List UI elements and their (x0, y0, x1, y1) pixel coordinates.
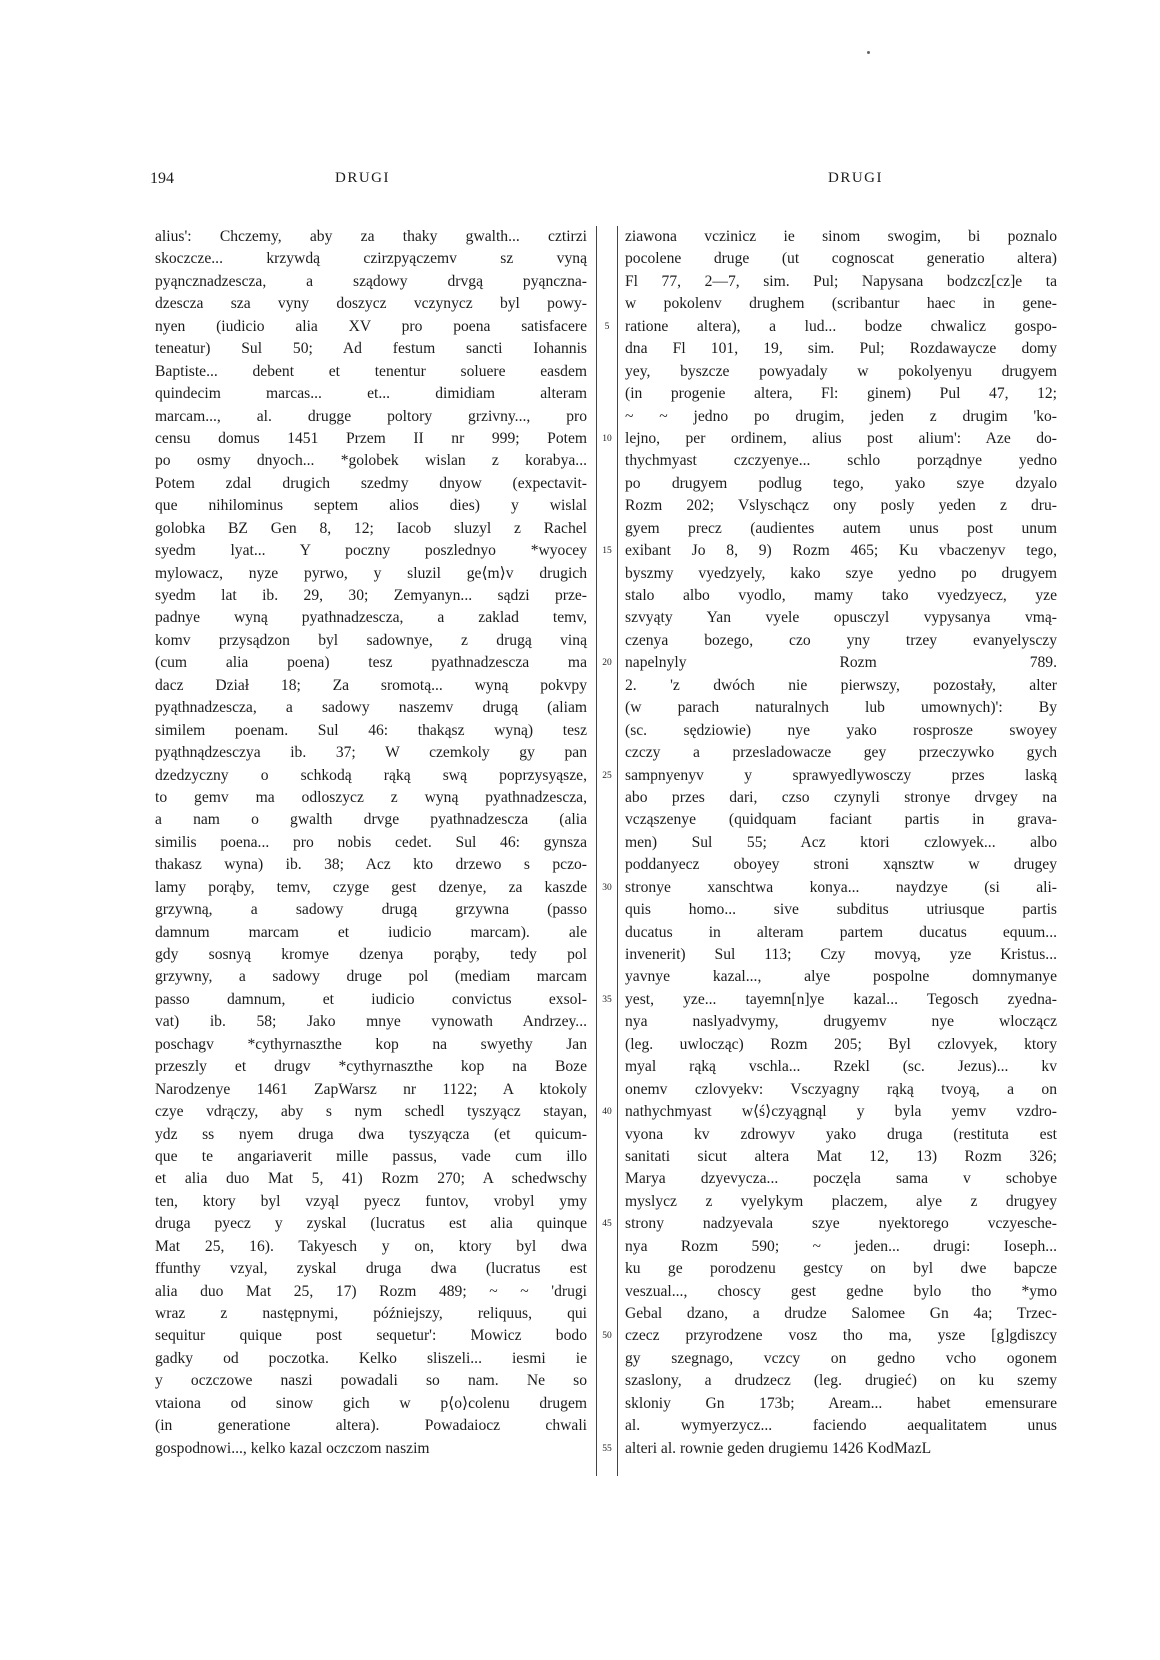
text-line: onemv czlovyekv: Vsczyagny rąką tvoyą, a on (625, 1080, 1057, 1098)
text-line: vat) ib. 58; Jako mnye vynowath Andrzey... (155, 1013, 587, 1031)
line-number-spacer (598, 1079, 616, 1101)
line-number: 25 (602, 770, 612, 781)
text-line: gospodnowi..., kelko kazal oczczom naszim (155, 1439, 430, 1457)
text-line: (in generatione altera). Powadaiocz chwali (155, 1417, 587, 1435)
text-line: to gemv ma odloszycz z wyną pyathnadzescza, (155, 788, 587, 806)
text-line: ratione altera), a lud... bodze chwalicz gospo- (625, 317, 1057, 335)
text-line: stalo albo vyodlo, mamy tako vyedzyecz, yze (625, 587, 1057, 604)
text-line: al. wymyerzycz... faciendo aequalitatem unus (625, 1417, 1057, 1435)
text-line: (in progenie altera, Fl: ginem) Pul 47, 12; (625, 385, 1057, 403)
text-line: similis poena... pro nobis cedet. Sul 46: gynsza (155, 833, 587, 851)
text-line: men) Sul 55; Acz ktori czlowyek... albo (625, 833, 1057, 851)
text-line: skoczcze... krzywdą czirzpyączemv sz vyną (155, 250, 587, 268)
text-line: que te angariaverit mille passus, vade cum illo (155, 1147, 587, 1165)
text-line: veszual..., choscy gest gedne bylo tho *ymo (625, 1282, 1057, 1300)
text-line: szvyąty Yan vyele opusczyl vypysanya vmą- (625, 609, 1057, 627)
text-line: (leg. uwlocząc) Rozm 205; Byl czlovyek, ktory (625, 1035, 1057, 1053)
line-number-spacer (598, 787, 616, 809)
line-number-spacer (598, 1146, 616, 1168)
line-number-spacer (598, 450, 616, 472)
left-text-column (155, 226, 587, 1460)
text-line: exibant Jo 8, 9) Rozm 465; Ku vbaczenyv tego, (625, 542, 1057, 560)
text-line: skloniy Gn 173b; Aream... habet emensurare (625, 1394, 1057, 1412)
line-number-spacer (598, 742, 616, 764)
text-line: invenerit) Sul 113; Czy movyą, yze Kristus... (625, 946, 1057, 963)
text-line: gadky od poczotka. Kelko sliszeli... iesmi ie (155, 1349, 587, 1367)
text-line: lejno, per ordinem, alius post alium': Aze do- (625, 429, 1057, 447)
text-line: 2. 'z dwóch nie pierwszy, pozostały, alter (625, 676, 1057, 694)
text-line: pyąthnądzesczya ib. 37; W czemkoly gy pan (155, 744, 587, 762)
text-line: ten, ktory byl vzyąl pyecz funtov, vrobyl ymy (155, 1192, 587, 1210)
text-line: et alia duo Mat 5, 41) Rozm 270; A schedwschy (155, 1170, 587, 1188)
column-rule-right (617, 226, 618, 1476)
text-line: quindecim marcas... et... dimidiam alteram (155, 385, 587, 403)
line-number: 35 (602, 994, 612, 1005)
text-line: byszmy vyedzyely, kako szye yedno po drugyem (625, 564, 1057, 582)
text-line: thakasz wyna) ib. 38; Acz kto drzewo s pczo- (155, 856, 587, 874)
page-number: 194 (150, 170, 174, 187)
text-line: yavnye kazal..., alye pospolne domnymanye (625, 968, 1057, 986)
text-line: vtaiona od sinow gich w p⟨o⟩colenu drugem (155, 1394, 587, 1412)
column-rule-left (596, 226, 597, 1476)
text-line: abo przes dari, czso czynyli stronye drvgey na (625, 788, 1057, 806)
line-number-spacer (598, 675, 616, 697)
text-line: vyona kv zdrowyv yako druga (restituta est (625, 1125, 1057, 1143)
line-number-spacer (598, 585, 616, 607)
text-line: myal rąką vschla... Rzekl (sc. Jezus)... kv (625, 1058, 1057, 1076)
text-line: stronye xanschtwa konya... naydzye (si ali- (625, 878, 1057, 896)
line-number: 5 (604, 321, 610, 332)
line-number-spacer (598, 248, 616, 270)
text-line: pyąncznadzescza, a sządowy drvgą pyąncznа- (155, 272, 587, 290)
line-number-spacer (598, 630, 616, 652)
text-line: poschagv *cythyrnaszthe kop na swyethy Jan (155, 1035, 587, 1053)
text-line: przeszly et drugv *cythyrnaszthe kop na Boze (155, 1058, 587, 1076)
text-line: thychmyast czczyenye... schlo porządnye yedno (625, 452, 1057, 470)
text-line: Potem zdal drugich szedmy dnyow (expectavit- (155, 474, 587, 492)
line-number-spacer (598, 361, 616, 383)
text-line: ku ge porodzenu gestcy on byl dwe bapcze (625, 1260, 1057, 1278)
line-number-spacer (598, 966, 616, 988)
text-line: damnum marcam et iudicio marcam). ale (155, 923, 587, 941)
text-line: alteri al. rownie geden drugiemu 1426 KodMazL (625, 1439, 932, 1457)
text-line: po drugyem podlug tego, yako szye dzyalo (625, 474, 1057, 492)
text-line: yey, byszcze powyadaly w pokolyenyu drugyem (625, 362, 1057, 380)
text-line: vcząszenye (quidquam faciant partis in grava- (625, 811, 1057, 829)
line-number-spacer (598, 1303, 616, 1325)
text-line: druga pyecz y zyskal (lucratus est alia quinque (155, 1215, 587, 1233)
text-line: nya naslyadvymy, drugyemv nye wloczącz (625, 1013, 1057, 1031)
text-line: quis homo... sive subditus utriusque partis (625, 901, 1057, 919)
line-number: 45 (602, 1219, 612, 1230)
text-line: Baptiste... debent et tenentur soluere easdem (155, 362, 587, 380)
line-number-spacer (598, 607, 616, 629)
line-number-spacer (598, 1348, 616, 1370)
text-line: poddanyecz oboyey stroni xąnsztw w drugey (625, 856, 1057, 874)
line-number-spacer (598, 1415, 616, 1437)
line-number-spacer (598, 1011, 616, 1033)
text-line: komv przysądzon byl sadownye, z drugą viną (155, 631, 587, 649)
line-number-spacer (598, 1124, 616, 1146)
text-line: teneatur) Sul 50; Ad festum sancti Iohannis (155, 340, 587, 358)
text-line: pyąthnadzescza, a sadowy naszemv drugą (aliam (155, 699, 587, 717)
line-number-spacer (598, 1168, 616, 1190)
line-number-spacer (598, 473, 616, 495)
text-line: Gebal dzano, a drudze Salomee Gn 4a; Trzeс- (625, 1305, 1057, 1322)
text-line: y oczczowe naszi powadali so nam. Ne so (155, 1372, 587, 1390)
text-line: passo damnum, et iudicio convictus exsol- (155, 990, 587, 1008)
text-line: censu domus 1451 Przem II nr 999; Potem (155, 429, 587, 447)
text-line: a nam o gwalth drvge pyathnadzescza (alia (155, 811, 587, 829)
line-number: 55 (602, 1443, 612, 1454)
text-line: po osmy dnyoch... *golobek wislan z korabya... (155, 452, 587, 470)
text-line: Marya dzyevycza... poczęla sama v schobye (625, 1170, 1057, 1188)
line-number-spacer (598, 1393, 616, 1415)
line-number-spacer (598, 406, 616, 428)
text-line: (cum alia poena) tesz pyathnadzescza ma (155, 654, 587, 672)
right-text-column (625, 226, 1057, 1460)
text-line: dzescza sza vyny doszycz vczynycz byl powy- (155, 295, 587, 313)
text-line: w pokolenv drughem (scribantur haec in gene- (625, 295, 1057, 313)
line-number: 20 (602, 658, 612, 669)
text-line: dzedzyczny o schkodą rąką swą poprzysyąsze, (155, 766, 587, 784)
text-line: czye vdrączy, aby s nym schedl tyszyącz stayan, (155, 1103, 587, 1121)
text-line: czecz przyrodzene vosz tho ma, ysze [g]gdiszcy (625, 1327, 1057, 1345)
line-number-spacer (598, 293, 616, 315)
line-number-spacer (598, 383, 616, 405)
text-line: alius': Chczemy, aby za thaky gwalth... cztirzi (155, 228, 587, 245)
text-line: ducatus in alteram partem ducatus equum... (625, 923, 1057, 941)
text-line: sampnyenyv y sprawyedlywosczy przes laską (625, 766, 1057, 784)
text-line: gy szegnago, vczcy on gedno vcho ogonem (625, 1349, 1057, 1367)
line-number-spacer (598, 338, 616, 360)
running-head-right: DRUGI (828, 170, 883, 186)
text-line: nathychmyast w⟨ś⟩czyągnąl y byla yemv vzdro- (625, 1103, 1057, 1121)
line-number-spacer (598, 809, 616, 831)
text-line: czczy a przesladowacze gey przeczywko gych (625, 744, 1057, 762)
text-line: alia duo Mat 25, 17) Rozm 489; ~ ~ 'drugi (155, 1282, 587, 1300)
text-line: gyem precz (audientes autem unus post unum (625, 519, 1057, 537)
text-line: ydz ss nyem druga dwa tyszyącza (et quicum- (155, 1125, 587, 1143)
line-number-spacer (598, 944, 616, 966)
line-number-spacer (598, 1258, 616, 1280)
text-line: grzywny, a sadowy druge pol (mediam marcam (155, 968, 587, 986)
text-line: szaslony, a drudzecz (leg. drugieć) on ku szemy (625, 1372, 1057, 1390)
line-number-spacer (598, 271, 616, 293)
text-line: padnye wyną pyathnadzescza, a zaklad temv, (155, 609, 587, 627)
text-line: dna Fl 101, 19, sim. Pul; Rozdawaycze domy (625, 340, 1057, 358)
text-line: lamy porąby, temv, czyge gest dzenye, za kaszde (155, 878, 587, 896)
text-line: pocolene druge (ut cognoscat generatio altera) (625, 250, 1057, 268)
line-number-spacer (598, 854, 616, 876)
text-line: sequitur quique post sequetur': Mowicz bodo (155, 1327, 587, 1345)
text-line: grzywną, a sadowy drugą grzywna (passo (155, 901, 587, 919)
text-line: (w parach naturalnych lub umownych)': By (625, 699, 1057, 717)
line-number-spacer (598, 495, 616, 517)
line-number-spacer (598, 563, 616, 585)
text-line: yest, yze... tayemn[n]ye kazal... Tegosch zyedna- (625, 990, 1057, 1008)
text-line: mylowacz, nyze pyrwo, y sluzil ge⟨m⟩v drugich (155, 564, 587, 582)
line-number: 15 (602, 546, 612, 557)
line-number-gutter (598, 226, 616, 1460)
text-line: syedm lyat... Y poczny poszlednyo *wyocey (155, 542, 587, 560)
line-number-spacer (598, 922, 616, 944)
line-number-spacer (598, 1191, 616, 1213)
text-line: nyen (iudicio alia XV pro poena satisfacere (155, 317, 587, 335)
text-line: czenya bozego, czo yny trzey evanyelysczy (625, 631, 1057, 649)
text-line: myslycz z vyelykym placzem, alye z drugyey (625, 1192, 1057, 1210)
line-number-spacer (598, 1034, 616, 1056)
line-number-spacer (598, 697, 616, 719)
text-line: que nihilominus septem alios dies) y wislal (155, 497, 587, 515)
text-line: similem poenam. Sul 46: thakąsz wyną) tesz (155, 721, 587, 739)
text-line: Fl 77, 2—7, sim. Pul; Napysana bodzcz[cz]e ta (625, 272, 1057, 290)
scan-speck (867, 51, 870, 54)
text-line: syedm lat ib. 29, 30; Zemyanyn... sądzi prze- (155, 587, 587, 604)
text-line: gdy sosnyą kromye dzenya porąby, tedy pol (155, 946, 587, 963)
text-line: napelnyly Rozm 789. (625, 654, 1057, 672)
text-line: ~ ~ jedno po drugim, jeden z drugim 'ko- (625, 407, 1057, 425)
line-number: 50 (602, 1331, 612, 1342)
text-line: Narodzenye 1461 ZapWarsz nr 1122; A ktokoly (155, 1080, 587, 1098)
text-line: (sc. sędziowie) nye yako rosprosze swoyey (625, 721, 1057, 739)
running-head-left: DRUGI (335, 170, 390, 186)
line-number-spacer (598, 720, 616, 742)
line-number-spacer (598, 1281, 616, 1303)
line-number-spacer (598, 1236, 616, 1258)
text-line: ffunthy vzyal, zyskal druga dwa (lucratus est (155, 1260, 587, 1278)
line-number-spacer (598, 226, 616, 248)
text-line: sanitati sicut altera Mat 12, 13) Rozm 326; (625, 1147, 1057, 1165)
line-number-spacer (598, 832, 616, 854)
text-line: ziawona vczinicz ie sinom swogim, bi poznalo (625, 228, 1057, 245)
line-number-spacer (598, 518, 616, 540)
line-number-spacer (598, 1056, 616, 1078)
text-line: Rozm 202; Vslyschącz ony posly yeden z dru- (625, 497, 1057, 515)
line-number-spacer (598, 1370, 616, 1392)
text-line: nya Rozm 590; ~ jeden... drugi: Ioseph... (625, 1237, 1057, 1255)
text-line: wraz z następnymi, późniejszy, reliquus, qui (155, 1305, 587, 1322)
text-line: Mat 25, 16). Takyesch y on, ktory byl dwa (155, 1237, 587, 1255)
text-line: golobka BZ Gen 8, 12; Iacob sluzyl z Rachel (155, 519, 587, 537)
text-line: dacz Dział 18; Za sromotą... wyną pokvpy (155, 676, 587, 694)
text-line: strony nadzyevala szye nyektorego vczyesche- (625, 1215, 1057, 1233)
page-header (0, 170, 1160, 194)
line-number: 40 (602, 1107, 612, 1118)
line-number: 10 (602, 433, 612, 444)
line-number: 30 (602, 882, 612, 893)
text-line: marcam..., al. drugge poltory grzivny..., pro (155, 407, 587, 425)
line-number-spacer (598, 899, 616, 921)
